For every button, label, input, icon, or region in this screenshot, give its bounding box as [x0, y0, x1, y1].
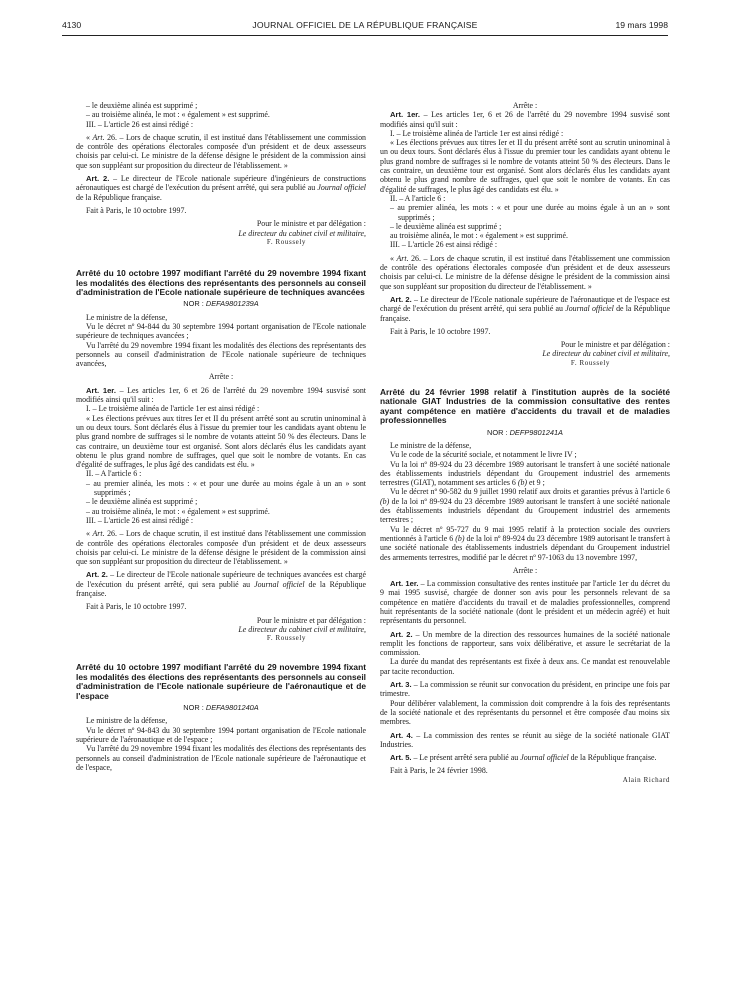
- list-item: au troisième alinéa, le mot : « également » est supprimé.: [390, 231, 568, 241]
- done-at: Fait à Paris, le 10 octobre 1997.: [390, 326, 491, 336]
- left-column: [76, 101, 366, 772]
- quoted-article: « Art. 26. – Lors de chaque scrutin, il est institué dans l'établissement une commission de contrôle des opérations électorales composée d'un président et de deux assesseurs choisis par celui-ci. Le ministre de la défense désigne le président de la commission ainsi que son suppléant sur proposition du directeur de l'établissement. »: [76, 132, 366, 170]
- paragraph: III. – L'article 26 est ainsi rédigé :: [86, 119, 194, 129]
- paragraph: II. – A l'article 6 :: [86, 469, 142, 479]
- signature-line: Pour le ministre et par délégation :: [256, 219, 366, 229]
- paragraph: – au troisième alinéa, le mot : « également » est supprimé.: [86, 110, 270, 120]
- paragraph: Vu la loi nº 89-924 du 23 décembre 1989 autorisant le transfert à une société nationale des établissements industriels dépendant du Groupement industriel des armements terrestres (GIAT), notamment ses articles 6 (b) et 9 ;: [380, 459, 670, 488]
- article-paragraph: Art. 4. – La commission des rentes se réunit au siège de la société nationale GIAT Industries.: [380, 730, 670, 749]
- signature-title: Le directeur du cabinet civil et militaire,: [238, 624, 366, 634]
- signatory: F. Roussely: [266, 634, 306, 643]
- paragraph: I. – Le troisième alinéa de l'article 1er est ainsi rédigé :: [86, 404, 260, 414]
- paragraph: Pour délibérer valablement, la commission doit comprendre à la fois des représentants de la société nationale et des représentants du personnel et être composée d'au moins six membres.: [380, 698, 670, 727]
- nor-reference: NOR : DEFA9801239A: [183, 299, 259, 309]
- signature-title: Le directeur du cabinet civil et militaire,: [542, 349, 670, 359]
- nor-reference: NOR : DEFA9801240A: [183, 703, 259, 713]
- header-rule: [62, 35, 668, 36]
- arrete-heading: Arrête :: [208, 372, 234, 382]
- paragraph: Vu l'arrêté du 29 novembre 1994 fixant les modalités des élections des représentants des personnels au conseil d'administration de l'Ecole nationale supérieure de l'aéronautique et de l'espace,: [76, 744, 366, 772]
- done-at: Fait à Paris, le 24 février 1998.: [390, 766, 488, 776]
- paragraph: III. – L'article 26 est ainsi rédigé :: [390, 240, 498, 250]
- paragraph: Vu le décret nº 90-582 du 9 juillet 1990 relatif aux droits et garanties prévus à l'article 6 (b) de la loi nº 89-924 du 23 décembre 1989 autorisant le transfert à une société nationale des établissements industriels dépendant du Groupement industriel des armements terrestres ;: [380, 487, 670, 525]
- signatory: Alain Richard: [622, 775, 670, 784]
- paragraph: Le ministre de la défense,: [86, 312, 168, 322]
- list-item: – le deuxième alinéa est supprimé ;: [390, 221, 502, 231]
- quoted-article: « Art. 26. – Lors de chaque scrutin, il est institué dans l'établissement une commission de contrôle des opérations électorales composée d'un président et de deux assesseurs choisis par celui-ci. Le ministre de la défense désigne le président de la commission ainsi que son suppléant sur proposition du directeur de l'établissement. »: [380, 253, 670, 291]
- signature-line: Pour le ministre et par délégation :: [560, 340, 670, 350]
- article-paragraph: Art. 1er. – Les articles 1er, 6 et 26 de l'arrêté du 29 novembre 1994 susvisé sont modifiés ainsi qu'il suit :: [76, 385, 366, 405]
- article-paragraph: Art. 1er. – La commission consultative des rentes instituée par l'article 1er du décret du 9 mai 1995 susvisé, chargée de donner son avis pour les personnels relevant de sa compétence en matière d'accidents du travail et de maladies professionnelles, comprend huit représentants de la société nationale (dont le président et un médecin agréé) et huit représentants du personnel.: [380, 579, 671, 626]
- page-number: 4130: [62, 20, 82, 30]
- quoted-paragraph: « Les élections prévues aux titres Ier et II du présent arrêté sont au scrutin uninominal à un ou deux tours. Sont déclarés élus à l'issue du premier tour les candidats ayant obtenu le plus grand nombre de suffrages si le nombre de votants atteint 50 % des électeurs. Dans le cas contraire, un deuxième tour est organisé. Sont alors déclarés élus les candidats ayant obtenu le plus grand nombre de suffrages, quel que soit le nombre de votants. En cas d'égalité de suffrages, le plus âgé des candidats est élu. »: [76, 413, 366, 470]
- paragraph: III. – L'article 26 est ainsi rédigé :: [86, 515, 194, 525]
- quoted-article: « Art. 26. – Lors de chaque scrutin, il est institué dans l'établissement une commission de contrôle des opérations électorales composée d'un président et de deux assesseurs choisis par celui-ci. Le ministre de la défense désigne le président de la commission ainsi que son suppléant sur proposition du directeur de l'établissement. »: [76, 529, 366, 567]
- signature-line: Pour le ministre et par délégation :: [256, 615, 366, 625]
- list-item: – au troisième alinéa, le mot : « également » est supprimé.: [86, 506, 270, 516]
- signatory: F. Roussely: [570, 358, 610, 367]
- article-paragraph: Art. 2. – Le directeur de l'Ecole nationale supérieure d'ingénieurs de constructions aéronautiques est chargé de l'exécution du présent arrêté, qui sera publié au Journal officiel de la République française.: [76, 174, 367, 202]
- article-paragraph: Art. 2. – Un membre de la direction des ressources humaines de la société nationale remplit les fonctions de rapporteur, sans voix délibérative, et assure le secrétariat de la commission.: [380, 629, 670, 658]
- issue-date: 19 mars 1998: [615, 20, 668, 30]
- done-at: Fait à Paris, le 10 octobre 1997.: [86, 602, 187, 612]
- article-paragraph: Art. 3. – La commission se réunit sur convocation du président, en principe une fois par trimestre.: [380, 680, 670, 699]
- paragraph: Vu le décret nº 94-844 du 30 septembre 1994 portant organisation de l'Ecole nationale supérieure de techniques avancées ;: [76, 321, 366, 341]
- paragraph: I. – Le troisième alinéa de l'article 1er est ainsi rédigé :: [390, 128, 564, 138]
- right-column: [380, 101, 670, 785]
- paragraph: La durée du mandat des représentants est fixée à deux ans. Ce mandat est renouvelable par tacite reconduction.: [380, 657, 670, 676]
- paragraph: II. – A l'article 6 :: [390, 193, 446, 203]
- paragraph: Vu le décret nº 95-727 du 9 mai 1995 relatif à la protection sociale des ouvriers mentionnés à l'article 6 (b) de la loi nº 89-924 du 23 décembre 1989 autorisant le transfert à une société nationale des établissements industriels dépendant du Groupement industriel des armements terrestres, modifié par le décret nº 97-1063 du 13 novembre 1997,: [380, 524, 670, 562]
- done-at: Fait à Paris, le 10 octobre 1997.: [86, 205, 187, 215]
- paragraph: Vu le décret nº 94-843 du 30 septembre 1994 portant organisation de l'Ecole nationale supérieure de l'aéronautique et de l'espace ;: [76, 725, 366, 744]
- article-paragraph: Art. 5. – Le présent arrêté sera publié au Journal officiel de la République française.: [390, 753, 657, 763]
- signatory: F. Roussely: [266, 237, 306, 246]
- article-paragraph: Art. 2. – Le directeur de l'Ecole nationale supérieure de l'aéronautique et de l'espace est chargé de l'exécution du présent arrêté, qui sera publié au Journal officiel de la République française.: [380, 294, 671, 323]
- article-paragraph: Art. 2. – Le directeur de l'Ecole nationale supérieure de techniques avancées est chargé de l'exécution du présent arrêté, qui sera publié au Journal officiel de la République française.: [76, 570, 366, 598]
- paragraph: – le deuxième alinéa est supprimé ;: [86, 101, 198, 110]
- page-header: [62, 20, 668, 34]
- arrete-heading: Arrête :: [512, 565, 538, 575]
- decree-title: Arrêté du 10 octobre 1997 modifiant l'arrêté du 29 novembre 1994 fixant les modalités des élections des représentants des personnels au conseil d'administration de l'Ecole nationale supérieure de l'aéronautique et de l'espace: [76, 662, 366, 701]
- decree-title: Arrêté du 10 octobre 1997 modifiant l'arrêté du 29 novembre 1994 fixant les modalités des élections des représentants des personnels au conseil d'administration de l'Ecole nationale supérieure de techniques avancées: [76, 268, 366, 297]
- signature-title: Le directeur du cabinet civil et militaire,: [238, 228, 366, 238]
- arrete-heading: Arrête :: [512, 101, 538, 110]
- quoted-paragraph: « Les élections prévues aux titres Ier et II du présent arrêté sont au scrutin uninominal à un ou deux tours. Sont déclarés élus à l'issue du premier tour les candidats ayant obtenu le plus grand nombre de suffrages si le nombre de votants atteint 50 % des électeurs. Dans le cas contraire, un deuxième tour est organisé. Sont alors déclarés élus les candidats ayant obtenu le plus grand nombre de suffrages, quel que soit le nombre de votants. En cas d'égalité de suffrages, le plus âgé des candidats est élu. »: [380, 138, 670, 194]
- decree-title: Arrêté du 24 février 1998 relatif à l'institution auprès de la société nationale GIAT Industries de la commission consultative des rentes ayant compétence en matière d'accidents du travail et de maladies professionnelles: [380, 387, 670, 426]
- article-paragraph: Art. 1er. – Les articles 1er, 6 et 26 de l'arrêté du 29 novembre 1994 susvisé sont modifiés ainsi qu'il suit :: [380, 110, 670, 129]
- list-item: – au premier alinéa, les mots : « et pour une durée au moins égale à un an » sont supprimés ;: [86, 478, 366, 498]
- journal-title: JOURNAL OFFICIEL DE LA RÉPUBLIQUE FRANÇAISE: [252, 20, 478, 30]
- paragraph: Le ministre de la défense,: [86, 716, 168, 726]
- nor-reference: NOR : DEFP9801241A: [486, 427, 563, 437]
- list-item: – au premier alinéa, les mots : « et pour une durée au moins égale à un an » sont supprimés ;: [390, 203, 670, 222]
- paragraph: Vu le code de la sécurité sociale, et notamment le livre IV ;: [390, 450, 577, 460]
- paragraph: Le ministre de la défense,: [390, 440, 472, 450]
- paragraph: Vu l'arrêté du 29 novembre 1994 fixant les modalités des élections des représentants des personnels au conseil d'administration de l'Ecole nationale supérieure de techniques avancées,: [76, 340, 366, 369]
- list-item: – le deuxième alinéa est supprimé ;: [86, 497, 198, 507]
